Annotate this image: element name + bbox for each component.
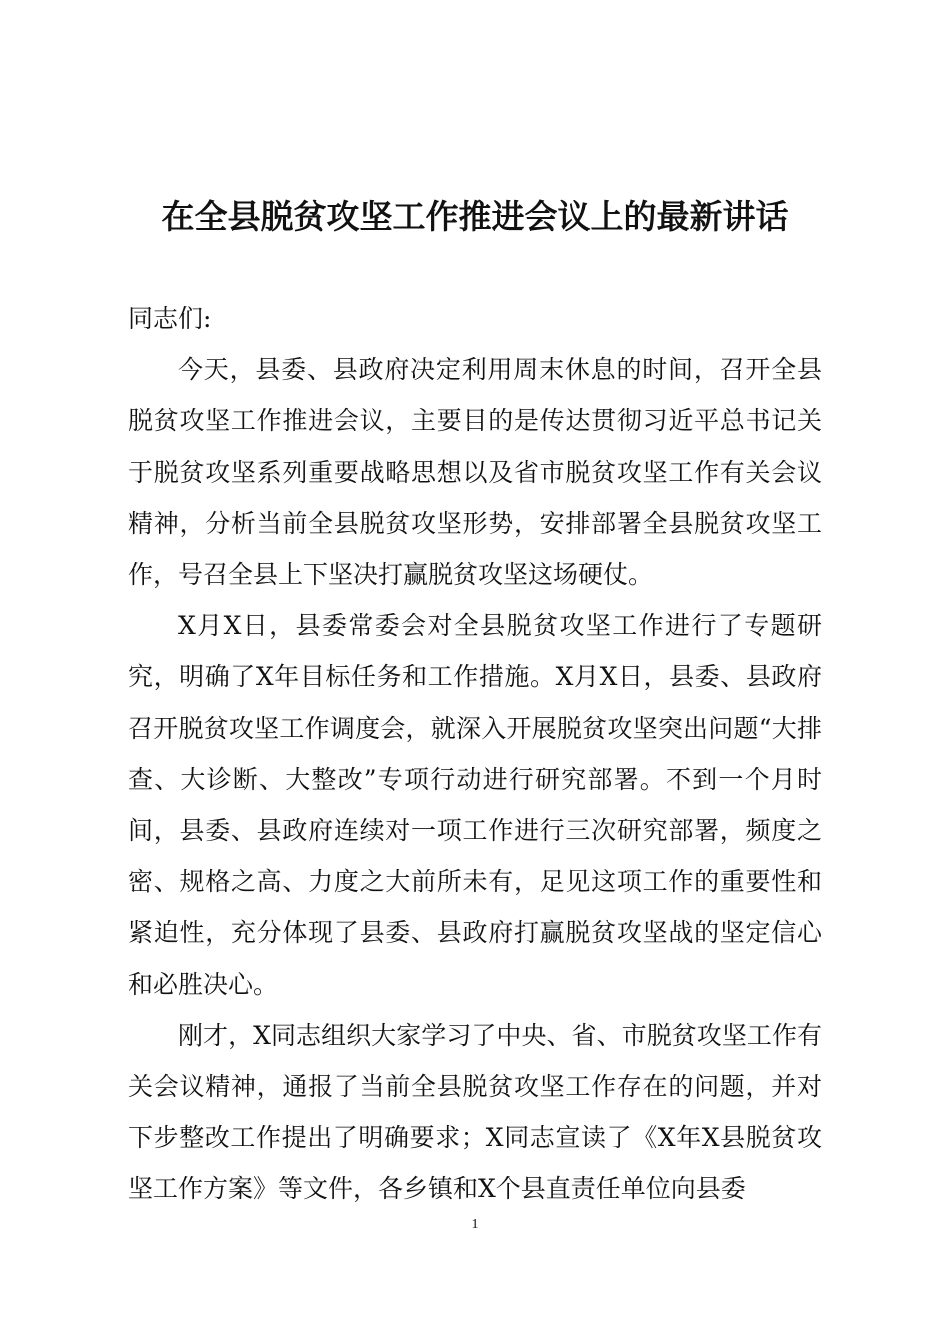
- paragraph: 刚才，X同志组织大家学习了中央、省、市脱贫攻坚工作有关会议精神，通报了当前全县脱贫攻坚工作存在的问题，并对下步整改工作提出了明确要求；X同志宣读了《X年X县脱贫攻坚工作方案》等文件，各乡镇和X个县直责任单位向县委: [128, 1020, 822, 1204]
- document-body: [128, 293, 822, 1215]
- page-number: 1: [471, 1217, 479, 1232]
- paragraph: X月X日，县委常委会对全县脱贫攻坚工作进行了专题研究，明确了X年目标任务和工作措施。X月X日，县委、县政府召开脱贫攻坚工作调度会，就深入开展脱贫攻坚突出问题“大排查、大诊断、大整改”专项行动进行研究部署。不到一个月时间，县委、县政府连续对一项工作进行三次研究部署，频度之密、规格之高、力度之大前所未有，足见这项工作的重要性和紧迫性，充分体现了县委、县政府打赢脱贫攻坚战的坚定信心和必胜决心。: [128, 611, 822, 999]
- paragraph: 今天，县委、县政府决定利用周末休息的时间，召开全县脱贫攻坚工作推进会议，主要目的是传达贯彻习近平总书记关于脱贫攻坚系列重要战略思想以及省市脱贫攻坚工作有关会议精神，分析当前全县脱贫攻坚形势，安排部署全县脱贫攻坚工作，号召全县上下坚决打赢脱贫攻坚这场硬仗。: [128, 355, 822, 590]
- salutation: 同志们:: [128, 304, 212, 333]
- page-title: 在全县脱贫攻坚工作推进会议上的最新讲话: [161, 197, 789, 236]
